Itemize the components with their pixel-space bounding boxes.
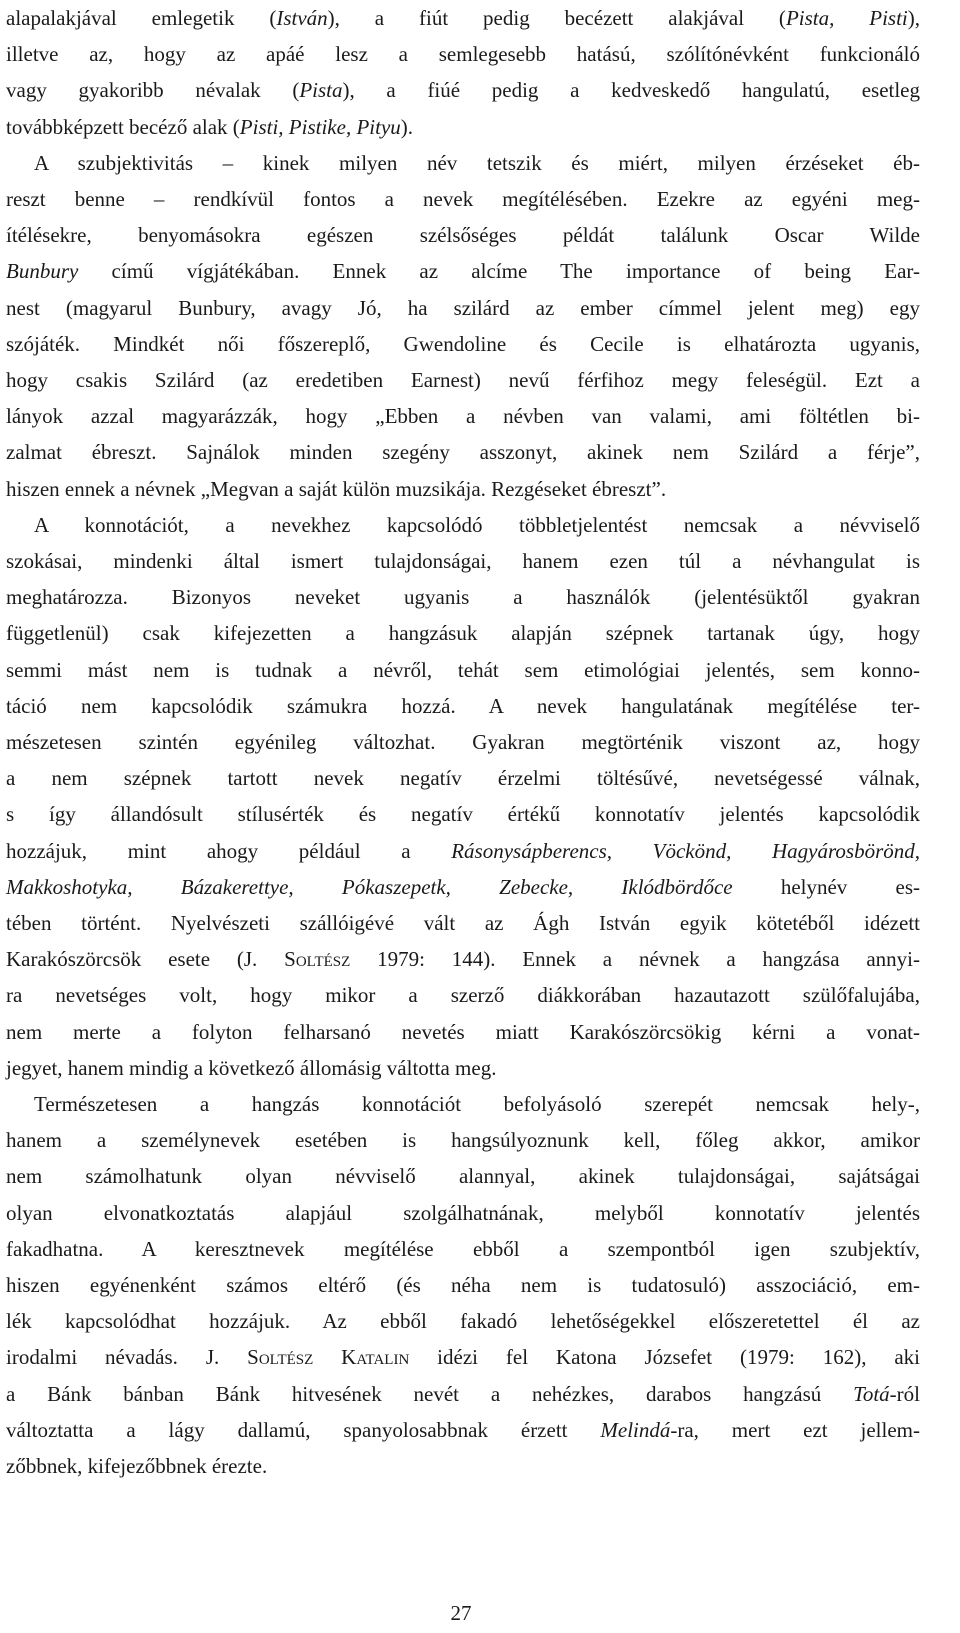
text-segment: hogy csakis Szilárd (az eredetiben Earnest) nevű férfihoz megy feleségül. Ezt a — [6, 368, 920, 392]
text-line — [6, 434, 920, 470]
text-segment: nem merte a folyton felharsanó nevetés miatt Karakószörcsökig kérni a vonat- — [6, 1019, 920, 1044]
text-line — [6, 181, 920, 217]
text-line — [6, 72, 920, 108]
text-segment: függetlenül) csak kifejezetten a hangzásuk alapján szépnek tartanak úgy, hogy — [6, 621, 920, 646]
text-segment: semmi mást nem is tudnak a névről, tehát sem etimológiai jelentés, sem konno- — [6, 657, 920, 682]
text-segment: ), — [907, 6, 920, 30]
text-line — [34, 145, 920, 181]
text-segment: fakadhatna. A keresztnevek megítélése ebből a szempontból igen szubjektív, — [6, 1236, 920, 1261]
text-line — [6, 1050, 920, 1086]
text-line — [6, 1339, 920, 1375]
text-segment: -ra, mert ezt jellem- — [670, 1417, 920, 1442]
text-line — [6, 941, 920, 977]
text-line — [6, 471, 920, 507]
text-segment: helynév es- — [732, 874, 920, 899]
text-line — [6, 36, 920, 72]
text-segment: A szubjektivitás – kinek milyen név tetszik és miért, milyen érzéseket éb- — [34, 150, 920, 175]
text-segment: s így állandósult stílusérték és negatív értékű konnotatív jelentés kapcsolódik — [6, 802, 920, 827]
italic-text: Rásonysápberencs, Vöckönd, Hagyárosbörönd, — [451, 838, 920, 863]
text-line — [6, 1412, 920, 1448]
text-segment: a nem szépnek tartott nevek negatív érzelmi töltésűvé, nevetségessé válnak, — [6, 766, 920, 791]
text-segment: zőbbnek, kifejezőbbnek érezte. — [6, 1454, 268, 1478]
italic-text: Makkoshotyka, Bázakerettye, Pókaszepetk, Zebecke, Iklódbördőce — [6, 874, 733, 899]
text-line — [6, 290, 920, 326]
text-line — [6, 615, 920, 651]
text-segment: ), a fiút pedig becézett alakjával ( — [327, 6, 786, 30]
italic-text: Melindá — [600, 1417, 671, 1442]
italic-text: Pista, Pisti — [785, 6, 908, 30]
text-segment: szójáték. Mindkét női főszereplő, Gwendoline és Cecile is elhatározta ugyanis, — [6, 331, 920, 356]
italic-text: István — [276, 6, 328, 30]
text-line — [6, 326, 920, 362]
text-line — [6, 760, 920, 796]
text-segment: olyan elvonatkoztatás alapjául szolgálhatnának, melyből konnotatív jelentés — [6, 1200, 920, 1225]
text-segment: lányok azzal magyarázzák, hogy „Ebben a névben van valami, ami föltétlen bi- — [6, 404, 920, 429]
text-segment: című vígjátékában. Ennek az alcíme The importance of being Ear- — [78, 259, 920, 284]
page-number: 27 — [450, 1601, 472, 1625]
text-segment: jegyet, hanem mindig a következő állomásig váltotta meg. — [6, 1055, 497, 1080]
text-line — [6, 1267, 920, 1303]
text-segment: Természetesen a hangzás konnotációt befolyásoló szerepét nemcsak hely-, — [34, 1092, 920, 1116]
text-line — [6, 1231, 920, 1267]
text-segment: változtatta a lágy dallamú, spanyolosabbnak érzett — [6, 1417, 601, 1442]
small-caps-name: Soltész Katalin — [247, 1345, 410, 1370]
text-line — [34, 1086, 920, 1122]
text-line — [6, 543, 920, 579]
text-segment: illetve az, hogy az apáé lesz a semlegesebb hatású, szólítónévként funkcionáló — [6, 42, 920, 67]
text-segment: -ról — [889, 1381, 920, 1406]
text-segment: továbbképzett becéző alak ( — [6, 114, 240, 139]
small-caps-name: Soltész — [284, 947, 351, 972]
text-line — [6, 652, 920, 688]
text-line — [6, 109, 920, 145]
text-segment: Karakószörcsök esete (J. — [6, 947, 285, 972]
text-segment: szokásai, mindenki által ismert tulajdonságai, hanem ezen túl a névhangulat is — [6, 549, 920, 573]
text-line — [6, 977, 920, 1013]
text-segment: vagy gyakoribb névalak ( — [6, 78, 300, 103]
text-segment: hozzájuk, mint ahogy például a — [6, 838, 452, 863]
italic-text: Pisti, Pistike, Pityu — [239, 114, 401, 139]
text-line — [6, 1303, 920, 1339]
text-segment: nem számolhatunk olyan névviselő alannyal, akinek tulajdonságai, sajátságai — [6, 1164, 920, 1189]
text-segment: irodalmi névadás. J. — [6, 1345, 248, 1370]
text-line — [6, 1122, 920, 1158]
text-segment: nest (magyarul Bunbury, avagy Jó, ha szilárd az ember címmel jelent meg) egy — [6, 295, 920, 320]
text-line — [6, 362, 920, 398]
text-line — [34, 507, 920, 543]
text-segment: a Bánk bánban Bánk hitvesének nevét a nehézkes, darabos hangzású — [6, 1381, 854, 1406]
text-line — [6, 217, 920, 253]
text-line — [6, 724, 920, 760]
text-line — [6, 1195, 920, 1231]
text-line — [6, 1158, 920, 1194]
text-segment: alapalakjával emlegetik ( — [6, 6, 277, 30]
text-segment: ). — [400, 114, 414, 139]
text-segment: hanem a személynevek esetében is hangsúlyoznunk kell, főleg akkor, amikor — [6, 1128, 920, 1153]
text-line — [6, 398, 920, 434]
text-line — [6, 0, 920, 36]
text-line — [6, 1014, 920, 1050]
text-segment: ra nevetséges volt, hogy mikor a szerző diákkorában hazautazott szülőfalujába, — [6, 983, 920, 1008]
text-line — [6, 869, 920, 905]
text-line — [6, 253, 920, 289]
text-line — [6, 579, 920, 615]
text-segment: tében történt. Nyelvészeti szállóigévé vált az Ágh István egyik kötetéből idézett — [6, 911, 920, 935]
text-segment: zalmat ébreszt. Sajnálok minden szegény asszonyt, akinek nem Szilárd a férje”, — [6, 440, 920, 465]
text-segment: hiszen ennek a névnek „Megvan a saját külön muzsikája. Rezgéseket ébreszt”. — [6, 476, 667, 501]
text-segment: reszt benne – rendkívül fontos a nevek megítélésében. Ezekre az egyéni meg- — [6, 187, 920, 211]
text-line — [6, 1376, 920, 1412]
text-segment: ítélésekre, benyomásokra egészen szélsőséges példát találunk Oscar Wilde — [6, 223, 920, 248]
italic-text: Totá — [853, 1381, 890, 1406]
italic-text: Bunbury — [6, 259, 79, 284]
text-segment: ), a fiúé pedig a kedveskedő hangulatú, esetleg — [342, 78, 920, 103]
text-line — [6, 796, 920, 832]
text-line — [6, 688, 920, 724]
text-segment: táció nem kapcsolódik számukra hozzá. A nevek hangulatának megítélése ter- — [6, 693, 920, 718]
text-line — [6, 1448, 920, 1484]
text-line — [6, 833, 920, 869]
text-segment: idézi fel Katona Józsefet (1979: 162), aki — [409, 1345, 920, 1370]
text-segment: lék kapcsolódhat hozzájuk. Az ebből fakadó lehetőségekkel előszeretettel él az — [6, 1309, 920, 1334]
italic-text: Pista — [299, 78, 343, 103]
text-segment: hiszen egyénenként számos eltérő (és néha nem is tudatosuló) asszociáció, em- — [6, 1273, 920, 1297]
text-segment: meghatározza. Bizonyos neveket ugyanis a használók (jelentésüktől gyakran — [6, 585, 920, 610]
text-segment: 1979: 144). Ennek a névnek a hangzása annyi- — [350, 947, 920, 972]
text-line — [6, 905, 920, 941]
text-segment: A konnotációt, a nevekhez kapcsolódó többletjelentést nemcsak a névviselő — [34, 512, 920, 537]
text-segment: mészetesen szintén egyénileg változhat. Gyakran megtörténik viszont az, hogy — [6, 730, 920, 754]
